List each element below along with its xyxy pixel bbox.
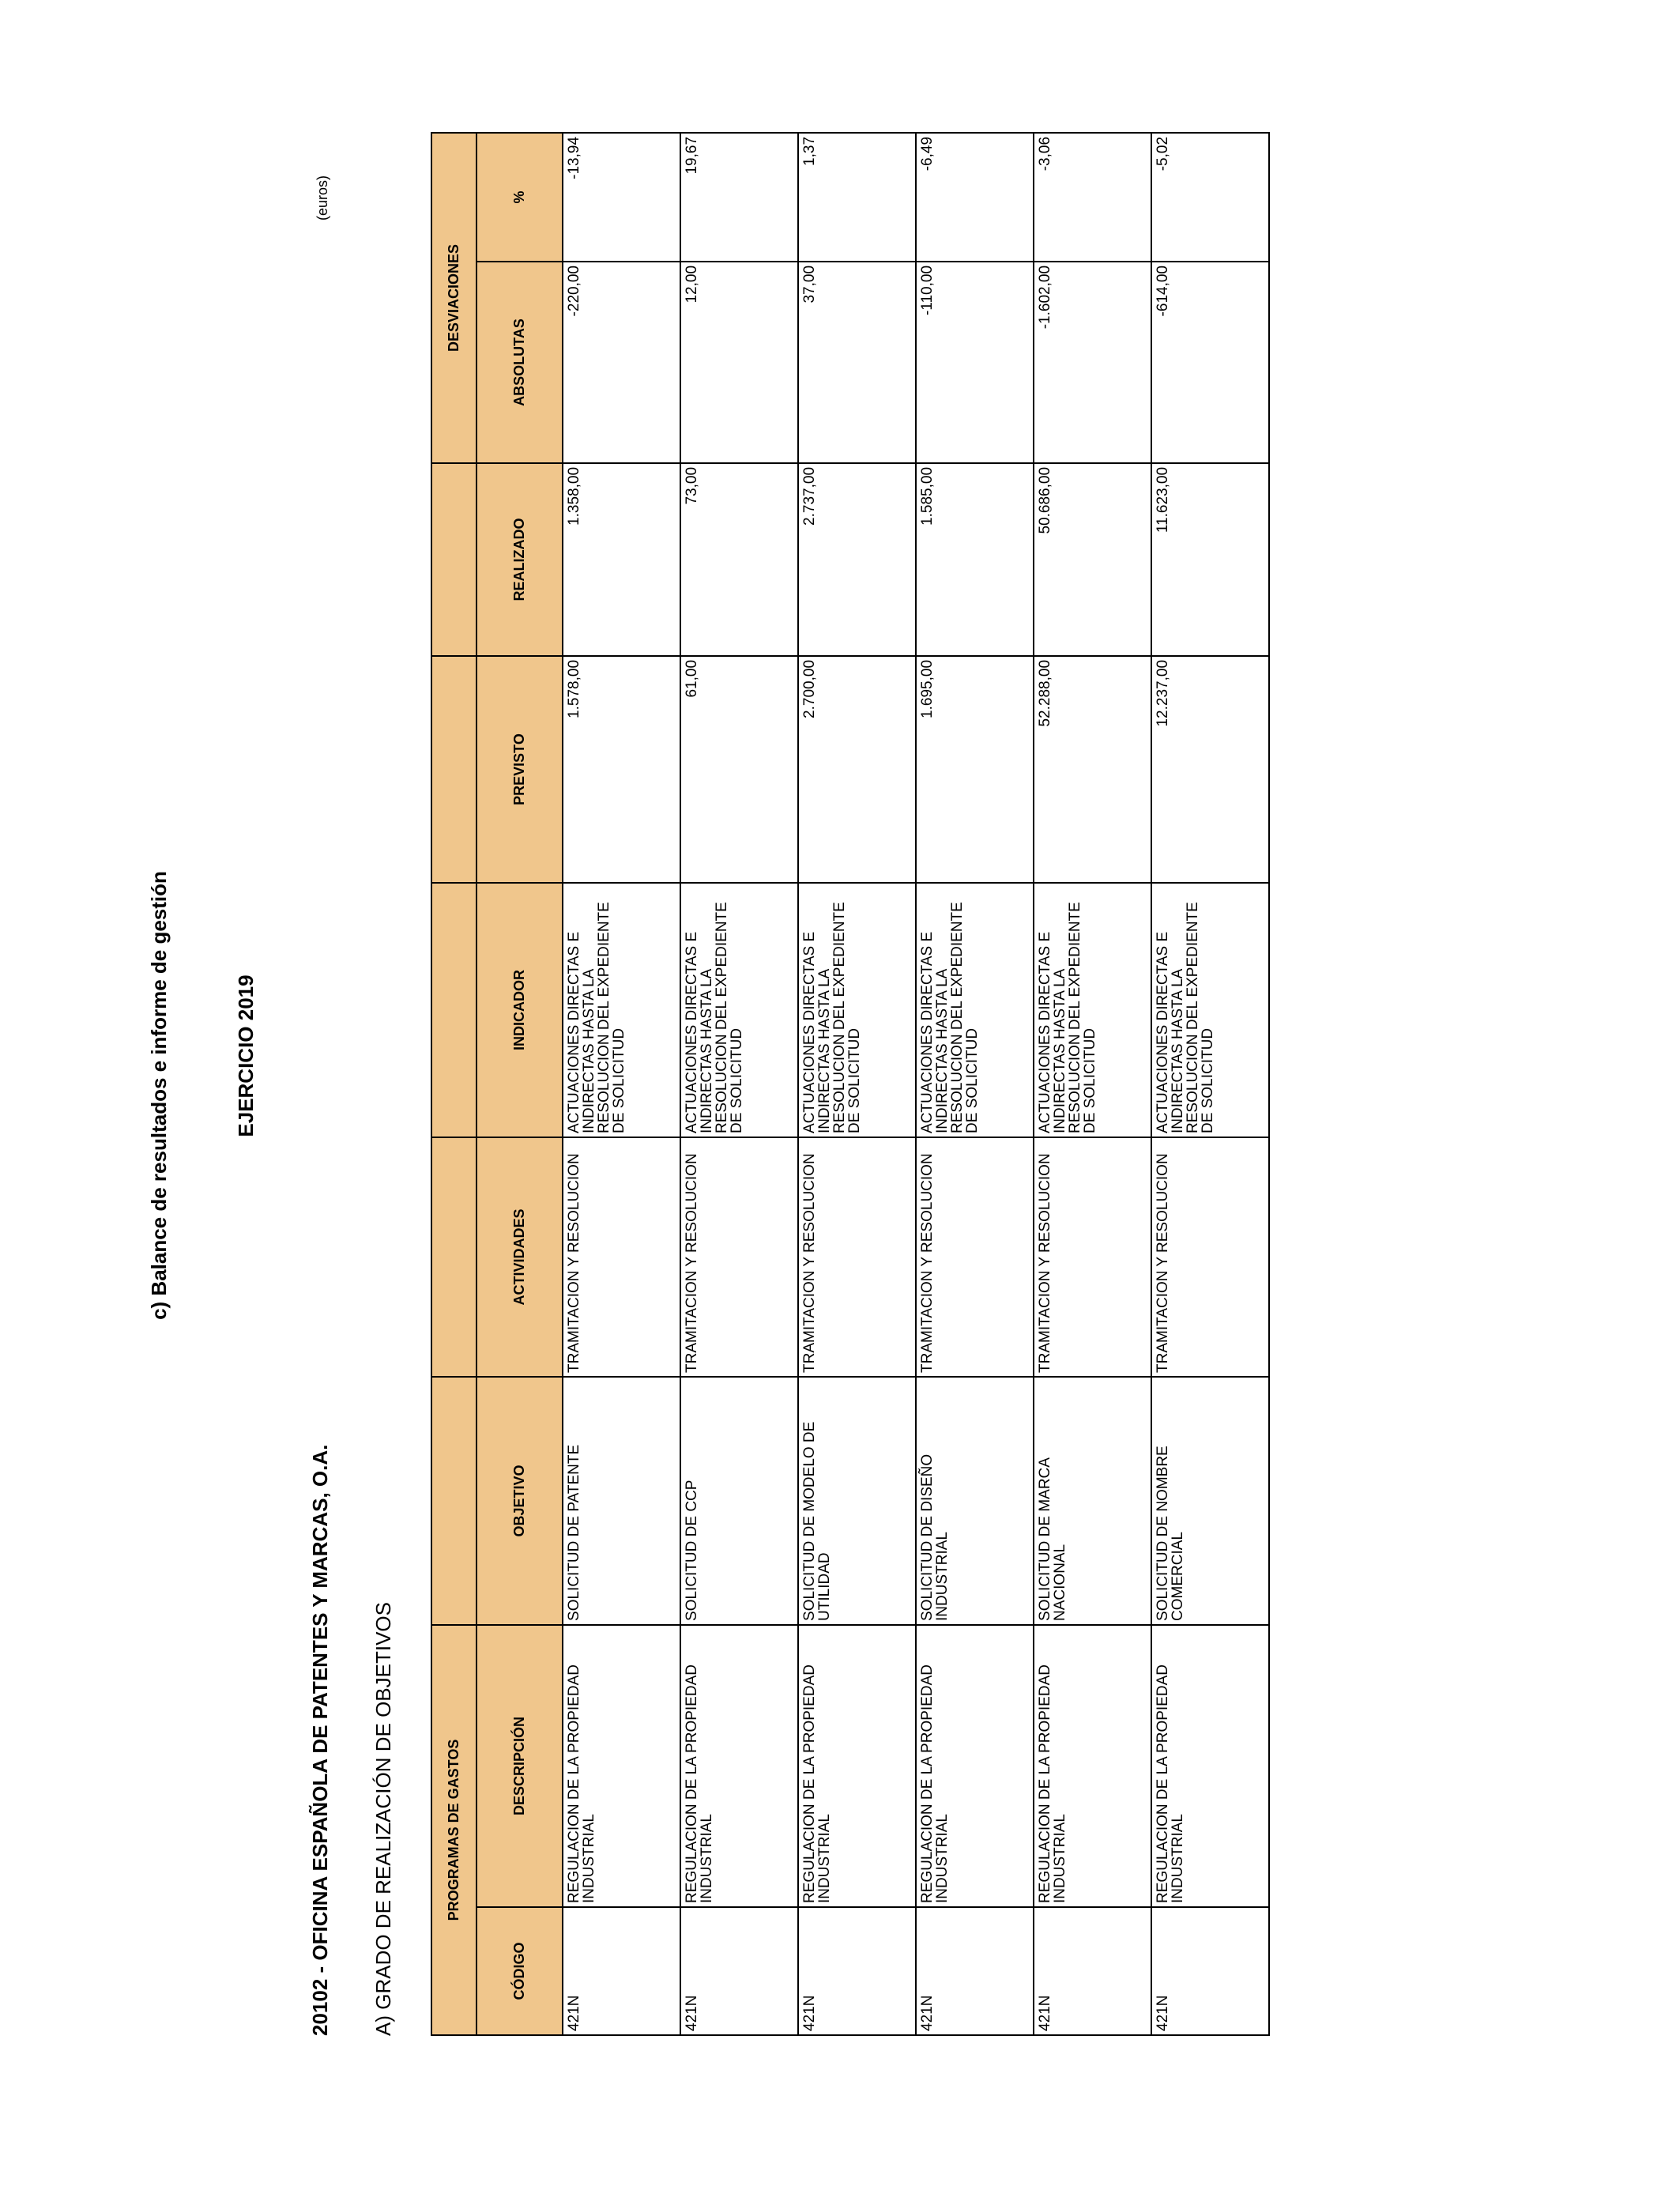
cell-codigo: 421N: [916, 1907, 1034, 2035]
cell-actividades: TRAMITACION Y RESOLUCION: [798, 1137, 916, 1377]
cell-percent: -13,94: [563, 133, 680, 262]
cell-codigo: 421N: [1034, 1907, 1151, 2035]
cell-previsto: 1.578,00: [563, 656, 680, 883]
table-row: [563, 133, 680, 2035]
organization-heading: 20102 - OFICINA ESPAÑOLA DE PATENTES Y MARCAS, O.A.: [308, 1444, 332, 2036]
cell-descripcion: REGULACION DE LA PROPIEDAD INDUSTRIAL: [1034, 1625, 1151, 1907]
cell-indicador: ACTUACIONES DIRECTAS E INDIRECTAS HASTA LA RESOLUCION DEL EXPEDIENTE DE SOLICITUD: [563, 883, 680, 1137]
group-header-programas: PROGRAMAS DE GASTOS: [431, 1625, 477, 2035]
cell-actividades: TRAMITACION Y RESOLUCION: [563, 1137, 680, 1377]
table-row: [680, 133, 798, 2035]
cell-objetivo: SOLICITUD DE MARCA NACIONAL: [1034, 1377, 1151, 1625]
cell-realizado: 1.585,00: [916, 463, 1034, 656]
group-header-desviaciones: DESVIACIONES: [431, 133, 477, 463]
table-group-header-row: [431, 133, 477, 2035]
cell-codigo: 421N: [563, 1907, 680, 2035]
cell-percent: -5,02: [1151, 133, 1269, 262]
cell-absolutas: 37,00: [798, 262, 916, 463]
cell-actividades: TRAMITACION Y RESOLUCION: [680, 1137, 798, 1377]
cell-previsto: 2.700,00: [798, 656, 916, 883]
cell-previsto: 52.288,00: [1034, 656, 1151, 883]
cell-codigo: 421N: [680, 1907, 798, 2035]
cell-descripcion: REGULACION DE LA PROPIEDAD INDUSTRIAL: [916, 1625, 1034, 1907]
cell-absolutas: -220,00: [563, 262, 680, 463]
cell-absolutas: -614,00: [1151, 262, 1269, 463]
cell-objetivo: SOLICITUD DE CCP: [680, 1377, 798, 1625]
column-header-descripcion: DESCRIPCIÓN: [477, 1625, 563, 1907]
cell-descripcion: REGULACION DE LA PROPIEDAD INDUSTRIAL: [1151, 1625, 1269, 1907]
column-header-previsto: PREVISTO: [477, 656, 563, 883]
cell-absolutas: -110,00: [916, 262, 1034, 463]
cell-percent: 1,37: [798, 133, 916, 262]
cell-objetivo: SOLICITUD DE DISEÑO INDUSTRIAL: [916, 1377, 1034, 1625]
cell-indicador: ACTUACIONES DIRECTAS E INDIRECTAS HASTA LA RESOLUCION DEL EXPEDIENTE DE SOLICITUD: [680, 883, 798, 1137]
column-header-objetivo: OBJETIVO: [477, 1377, 563, 1625]
cell-codigo: 421N: [798, 1907, 916, 2035]
cell-previsto: 1.695,00: [916, 656, 1034, 883]
cell-objetivo: SOLICITUD DE PATENTE: [563, 1377, 680, 1625]
cell-actividades: TRAMITACION Y RESOLUCION: [1151, 1137, 1269, 1377]
cell-realizado: 1.358,00: [563, 463, 680, 656]
section-heading: A) GRADO DE REALIZACIÓN DE OBJETIVOS: [371, 1602, 395, 2036]
cell-realizado: 2.737,00: [798, 463, 916, 656]
table-column-header-row: [477, 133, 563, 2035]
group-header-blank: [431, 656, 477, 883]
cell-absolutas: -1.602,00: [1034, 262, 1151, 463]
cell-objetivo: SOLICITUD DE MODELO DE UTILIDAD: [798, 1377, 916, 1625]
cell-codigo: 421N: [1151, 1907, 1269, 2035]
cell-realizado: 50.686,00: [1034, 463, 1151, 656]
cell-realizado: 73,00: [680, 463, 798, 656]
column-header-actividades: ACTIVIDADES: [477, 1137, 563, 1377]
table-row: [1034, 133, 1151, 2035]
cell-actividades: TRAMITACION Y RESOLUCION: [1034, 1137, 1151, 1377]
cell-percent: -3,06: [1034, 133, 1151, 262]
units-label: (euros): [315, 175, 330, 221]
objectives-table: [431, 132, 1270, 2036]
cell-percent: -6,49: [916, 133, 1034, 262]
cell-realizado: 11.623,00: [1151, 463, 1269, 656]
fiscal-year-heading: EJERCICIO 2019: [234, 974, 258, 1137]
cell-absolutas: 12,00: [680, 262, 798, 463]
table-row: [798, 133, 916, 2035]
column-header-codigo: CÓDIGO: [477, 1907, 563, 2035]
group-header-blank: [431, 1377, 477, 1625]
cell-previsto: 61,00: [680, 656, 798, 883]
cell-percent: 19,67: [680, 133, 798, 262]
cell-indicador: ACTUACIONES DIRECTAS E INDIRECTAS HASTA LA RESOLUCION DEL EXPEDIENTE DE SOLICITUD: [798, 883, 916, 1137]
group-header-blank: [431, 883, 477, 1137]
document-subtitle: c) Balance de resultados e informe de gestión: [147, 871, 171, 1320]
column-header-absolutas: ABSOLUTAS: [477, 262, 563, 463]
column-header-percent: %: [477, 133, 563, 262]
group-header-blank: [431, 1137, 477, 1377]
column-header-indicador: INDICADOR: [477, 883, 563, 1137]
cell-previsto: 12.237,00: [1151, 656, 1269, 883]
cell-actividades: TRAMITACION Y RESOLUCION: [916, 1137, 1034, 1377]
table-row: [1151, 133, 1269, 2035]
table-row: [916, 133, 1034, 2035]
group-header-blank: [431, 463, 477, 656]
cell-indicador: ACTUACIONES DIRECTAS E INDIRECTAS HASTA LA RESOLUCION DEL EXPEDIENTE DE SOLICITUD: [1151, 883, 1269, 1137]
cell-descripcion: REGULACION DE LA PROPIEDAD INDUSTRIAL: [798, 1625, 916, 1907]
cell-descripcion: REGULACION DE LA PROPIEDAD INDUSTRIAL: [680, 1625, 798, 1907]
cell-objetivo: SOLICITUD DE NOMBRE COMERCIAL: [1151, 1377, 1269, 1625]
column-header-realizado: REALIZADO: [477, 463, 563, 656]
cell-descripcion: REGULACION DE LA PROPIEDAD INDUSTRIAL: [563, 1625, 680, 1907]
cell-indicador: ACTUACIONES DIRECTAS E INDIRECTAS HASTA LA RESOLUCION DEL EXPEDIENTE DE SOLICITUD: [1034, 883, 1151, 1137]
cell-indicador: ACTUACIONES DIRECTAS E INDIRECTAS HASTA LA RESOLUCION DEL EXPEDIENTE DE SOLICITUD: [916, 883, 1034, 1137]
